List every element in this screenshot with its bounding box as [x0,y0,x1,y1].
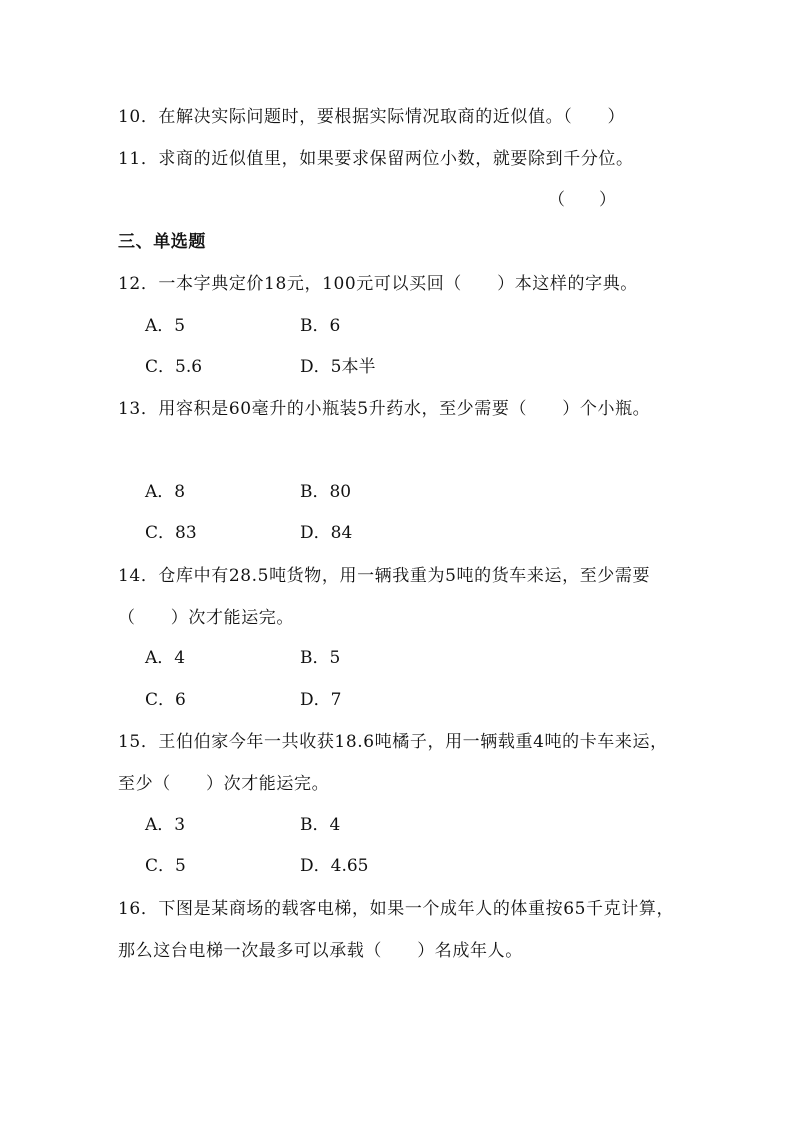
question-13-option-c: C．83 [145,523,197,543]
question-15-option-b: B．4 [300,815,341,835]
question-14-option-b: B．5 [300,648,341,668]
question-11: 11．求商的近似值里，如果要求保留两位小数，就要除到千分位。 [118,149,634,169]
question-12: 12．一本字典定价18元，100元可以买回（ ）本这样的字典。 [118,274,638,294]
question-15-option-d: D．4.65 [300,856,369,876]
question-14-option-a: A．4 [145,648,186,668]
question-13-option-d: D．84 [300,523,353,543]
question-16: 16．下图是某商场的载客电梯，如果一个成年人的体重按65千克计算，那么这台电梯一次最多可以承载（ ）名成年人。 [118,899,675,961]
question-14-option-c: C．6 [145,690,186,710]
question-12-option-d: D．5本半 [300,357,376,377]
question-12-option-a: A．5 [145,316,186,336]
question-15: 15．王伯伯家今年一共收获18.6吨橘子，用一辆载重4吨的卡车来运，至少（ ）次才能运完。 [118,732,668,794]
question-13-option-a: A．8 [145,482,186,502]
question-15-option-c: C．5 [145,856,186,876]
section-heading-single-choice: 三、单选题 [118,232,206,252]
question-11-answer-blank: （ ） [548,190,616,210]
question-10: 10．在解决实际问题时，要根据实际情况取商的近似值。（ ） [118,107,626,127]
question-14-option-d: D．7 [300,690,342,710]
question-15-option-a: A．3 [145,815,186,835]
question-13: 13．用容积是60毫升的小瓶装5升药水，至少需要（ ）个小瓶。 [118,399,651,419]
question-13-option-b: B．80 [300,482,352,502]
question-14: 14．仓库中有28.5吨货物，用一辆我重为5吨的货车来运，至少需要（ ）次才能运完。 [118,566,651,628]
question-12-option-b: B．6 [300,316,341,336]
question-12-option-c: C．5.6 [145,357,203,377]
